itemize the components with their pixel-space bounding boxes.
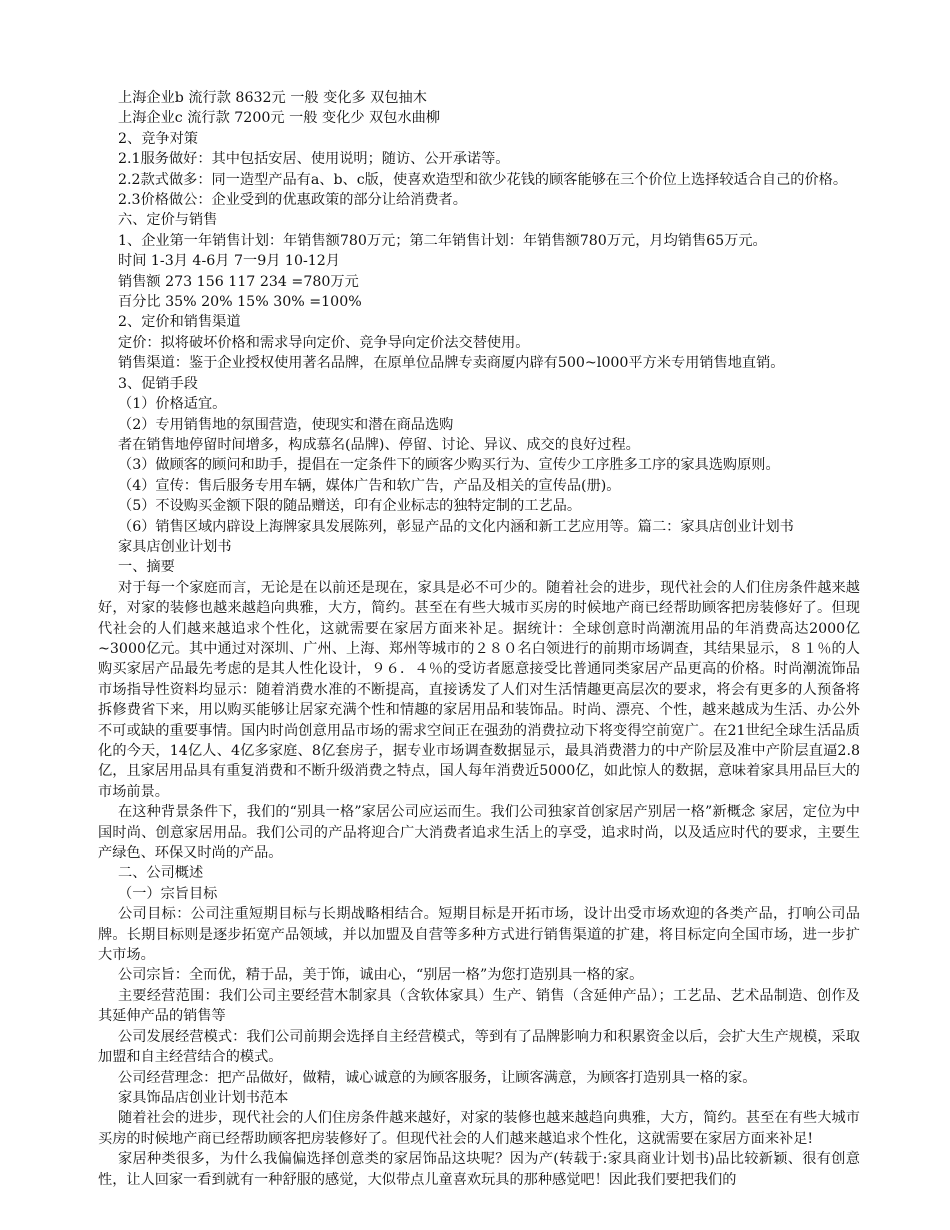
text-line: 上海企业b 流行款 8632元 一般 变化多 双包抽木: [118, 90, 427, 106]
section-heading: 二、公司概述: [118, 865, 204, 882]
paragraph-mode: 公司发展经营模式：我们公司前期会选择自主经营模式，等到有了品牌影响力和积累资金以后，会扩大生产规模，采取加盟和自主经营结合的模式。: [98, 1028, 860, 1066]
text-line: （4）宣传：售后服务专用车辆，媒体广告和软广告，产品及相关的宣传品(册)。: [118, 477, 621, 494]
section-heading: 六、定价与销售: [118, 212, 218, 229]
paragraph-style: 2.2款式做多：同一造型产品有a、b、c版，使喜欢造型和欲少花钱的顾客能够在三个价位上选择较适合自己的价格。: [118, 171, 848, 188]
paragraph-tenet: 公司宗旨：全而优，精于品，美于饰，诚由心，“别居一格”为您打造别具一格的家。: [118, 967, 644, 984]
text-line: （1）价格适宜。: [118, 396, 227, 413]
paragraph-sample-2: 家居种类很多，为什么我偏偏选择创意类的家居饰品这块呢？因为产(转载于:家具商业计划书)品比较新颖、很有创意性，让人回家一看到就有一种舒服的感觉，大似带点儿童喜欢玩具的那种感觉吧！因此我们要把我们的: [98, 1151, 860, 1188]
section-heading: 一、摘要: [118, 559, 175, 576]
text-line: 上海企业c 流行款 7200元 一般 变化少 双包水曲柳: [118, 110, 440, 127]
section-heading: 2、定价和销售渠道: [118, 314, 241, 331]
paragraph-scope: 主要经营范围：我们公司主要经营木制家具（含软体家具）生产、销售（含延伸产品）；工艺品、艺术品制造、创作及其延伸产品的销售等: [98, 987, 860, 1025]
text-line: （5）不设购买金额下限的随品赠送，印有企业标志的独特定制的工艺品。: [118, 498, 582, 515]
text-line: （2）专用销售地的氛围营造，使现实和潜在商品选购: [118, 416, 454, 433]
section-heading: （一）宗旨目标: [118, 885, 218, 902]
section-heading: 3、促销手段: [118, 375, 198, 392]
section-heading: 家具饰品店创业计划书范本: [118, 1089, 289, 1106]
text-line: （6）销售区域内辟设上海牌家具发展陈列，彰显产品的文化内涵和新工艺应用等。篇二：家具店创业计划书: [118, 518, 794, 535]
text-line: 1、企业第一年销售计划：年销售额780万元；第二年销售计划：年销售额780万元，月均销售65万元。: [118, 232, 767, 249]
text-line: 时间 1-3月 4-6月 7一9月 10-12月: [118, 253, 340, 270]
paragraph-abstract-1: 对于每一个家庭而言，无论是在以前还是现在，家具是必不可少的。随着社会的进步，现代社会的人们住房条件越来越好，对家的装修也越来越趋向典雅，大方，简约。甚至在有些大城市买房的时候地产商已经帮助顾客把房装修好了。但现代社会的人们越来越追求个性化，这就需要在家居方面来补足。据统计：全球创意时尚潮流用品的年消费高达2000亿~3000亿元。其中通过对深圳、广州、上海、郑州等城市的２８０名白领进行的前期市场调查，其结果显示，８１％的人购买家居产品最先考虑的是其人性化设计，９６．４％的受访者愿意接受比普通同类家居产品更高的价格。时尚潮流饰品市场指导性资料均显示：随着消费水准的不断提高，直接诱发了人们对生活情趣更高层次的要求，将会有更多的人预备将拆修费省下来，用以购买能够让居家充满个性和情趣的家居用品和装饰品。时尚、漂亮、个性，越来越成为生活、办公外不可或缺的重要事情。国内时尚创意用品市场的需求空间正在强劲的消费拉动下将变得空前宽广。在21世纪全球生活品质化的今天，14亿人、4亿多家庭、8亿套房子，据专业市场调查数据显示，最具消费潜力的中产阶层及准中产阶层直逼2.8亿，且家居用品具有重复消费和不断升级消费之特点，国人每年消费近5000亿，如此惊人的数据，意味着家具用品巨大的市场前景。: [98, 579, 860, 800]
text-line: 销售渠道：鉴于企业授权使用著名品牌，在原单位品牌专卖商厦内辟有500~l000平方米专用销售地直销。: [118, 355, 785, 372]
paragraph-idea: 公司经营理念：把产品做好，做精，诚心诚意的为顾客服务，让顾客满意，为顾客打造别具一格的家。: [118, 1069, 757, 1086]
text-line: 销售额 273 156 117 234 =780万元: [118, 273, 359, 290]
text-line: 定价：拟将破坏价格和需求导向定价、竞争导向定价法交替使用。: [118, 334, 530, 351]
text-line: 2.3价格做公：企业受到的优惠政策的部分让给消费者。: [118, 192, 467, 209]
text-line: （3）做顾客的顾问和助手，提倡在一定条件下的顾客少购买行为、宣传少工序胜多工序的家具选购原则。: [118, 457, 780, 474]
text-line: 者在销售地停留时间增多，构成慕名(品牌)、停留、讨论、异议、成交的良好过程。: [118, 436, 640, 453]
text-line: 百分比 35% 20% 15% 30% =100%: [118, 294, 362, 311]
paragraph-abstract-2: 在这种背景条件下，我们的“别具一格”家居公司应运而生。我们公司独家首创家居产别居一格”新概念 家居，定位为中国时尚、创意家居用品。我们公司的产品将迎合广大消费者追求生活上的享受，追求时尚，以及适应时代的要求，主要生产绿色、环保又时尚的产品。: [98, 804, 860, 862]
paragraph-goal: 公司目标：公司注重短期目标与长期战略相结合。短期目标是开拓市场，设计出受市场欢迎的各类产品，打响公司品牌。长期目标则是逐步拓宽产品领域，并以加盟及自营等多种方式进行销售渠道的扩建，将目标定向全国市场，进一步扩大市场。: [98, 906, 860, 964]
section-heading: 2、竞争对策: [118, 130, 198, 147]
document-title: 家具店创业计划书: [118, 538, 232, 555]
paragraph-sample-1: 随着社会的进步，现代社会的人们住房条件越来越好，对家的装修也越来越趋向典雅，大方，简约。甚至在有些大城市买房的时候地产商已经帮助顾客把房装修好了。但现代社会的人们越来越追求个性化，这就需要在家居方面来补足!: [98, 1110, 860, 1147]
text-line: 2.1服务做好：其中包括安居、使用说明；随访、公开承诺等。: [118, 151, 510, 168]
